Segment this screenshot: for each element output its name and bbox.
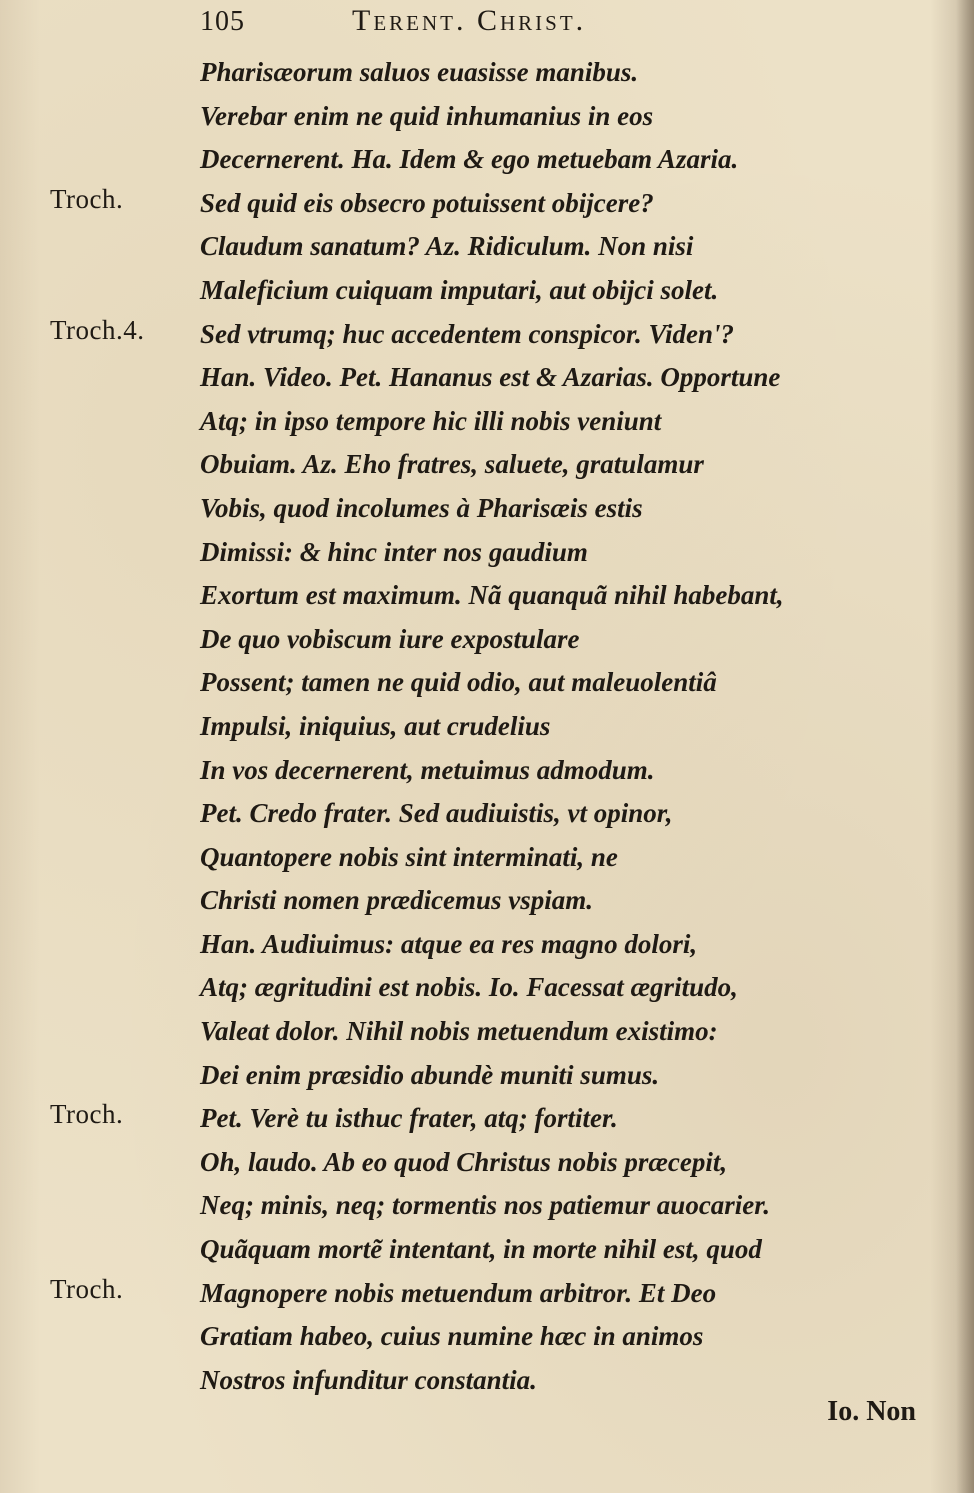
verse-line: Pharisæorum saluos euasisse manibus.: [200, 57, 639, 87]
verse-line: Exortum est maximum. Nã quanquã nihil habebant,: [200, 580, 784, 611]
catchword: Io. Non: [827, 1396, 916, 1427]
verse-line: Quantopere nobis sint interminati, ne: [200, 841, 618, 872]
verse-line: In vos decernerent, metuimus admodum.: [200, 754, 655, 785]
verse-line: Dimissi: & hinc inter nos gaudium: [200, 536, 588, 567]
verse-line: Han. Video. Pet. Hananus est & Azarias. Opportune: [200, 362, 781, 393]
verse-line: Nostros infunditur constantia.: [200, 1364, 537, 1395]
verse-line: Pet. Credo frater. Sed audiuistis, vt opinor,: [200, 798, 673, 829]
page-edge-shadow: [956, 0, 974, 1493]
verse-line: Claudum sanatum? Az. Ridiculum. Non nisi: [200, 231, 694, 262]
verse-line: Quãquam mortẽ intentant, in morte nihil est, quod: [200, 1234, 762, 1265]
verse-line: Maleficium cuiquam imputari, aut obijci solet.: [200, 274, 719, 305]
margin-note: Troch.: [50, 183, 124, 214]
verse-line: Sed vtrumq; huc accedentem conspicor. Viden'?: [200, 318, 734, 349]
verse-line: Verebar enim ne quid inhumanius in eos: [200, 100, 654, 131]
verse-line: Oh, laudo. Ab eo quod Christus nobis præcepit,: [200, 1146, 728, 1177]
margin-note: Troch.: [50, 1273, 124, 1304]
verse-line: Han. Audiuimus: atque ea res magno dolori,: [200, 928, 698, 959]
verse-line: Pet. Verè tu isthuc frater, atq; fortiter.: [200, 1103, 618, 1134]
verse-line: Decernerent. Ha. Idem & ego metuebam Azaria.: [200, 144, 739, 175]
page-header: [0, 2, 974, 42]
verse-line: Atq; ægritudini est nobis. Io. Facessat ægritudo,: [200, 972, 738, 1003]
verse-line: Atq; in ipso tempore hic illi nobis veniunt: [200, 405, 662, 436]
verse-line: Valeat dolor. Nihil nobis metuendum existimo:: [200, 1016, 718, 1047]
verse-line: Possent; tamen ne quid odio, aut maleuolentiâ: [200, 667, 717, 698]
page-number: 105: [200, 6, 245, 37]
margin-note: Troch.: [50, 1099, 124, 1130]
verse-line: Sed quid eis obsecro potuissent obijcere?: [200, 187, 654, 218]
verse-line: Christi nomen prædicemus vspiam.: [200, 885, 594, 916]
verse-line: Vobis, quod incolumes à Pharisæis estis: [200, 492, 643, 523]
verse-line: Neq; minis, neq; tormentis nos patiemur auocarier.: [200, 1190, 771, 1221]
running-head: Terent. Christ.: [352, 4, 587, 37]
verse-line: Obuiam. Az. Eho fratres, saluete, gratulamur: [200, 449, 704, 480]
verse-line: Magnopere nobis metuendum arbitror. Et Deo: [200, 1277, 717, 1308]
verse-text-block: [200, 51, 930, 1402]
verse-line: De quo vobiscum iure expostulare: [200, 623, 580, 654]
verse-line: Impulsi, iniquius, aut crudelius: [200, 710, 551, 741]
verse-line: Gratiam habeo, cuius numine hæc in animos: [200, 1321, 704, 1352]
margin-note: Troch.4.: [50, 314, 145, 345]
verse-line: Dei enim præsidio abundè muniti sumus.: [200, 1059, 660, 1090]
